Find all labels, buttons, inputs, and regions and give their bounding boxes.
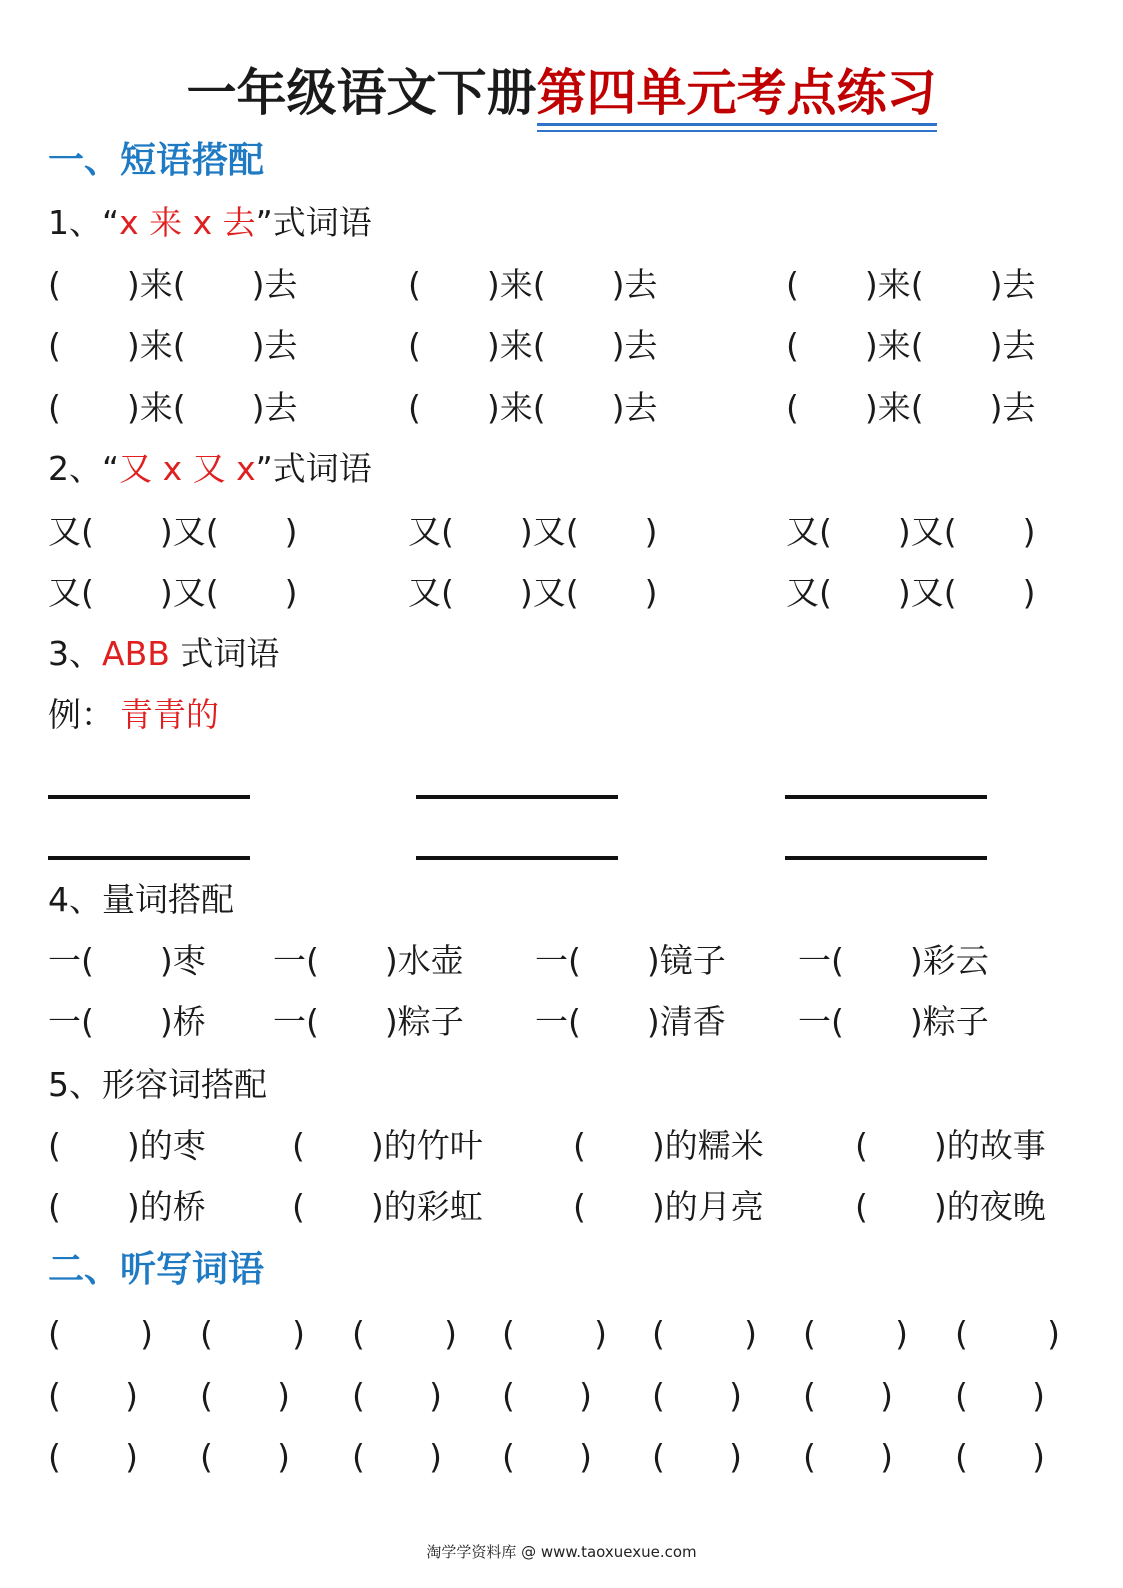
q2-blank-item[interactable]: 又( )又( ): [786, 573, 1036, 612]
paren-close: ): [444, 1314, 457, 1353]
dictation-blank[interactable]: [352, 1437, 442, 1476]
dictation-blank[interactable]: [955, 1437, 1045, 1476]
q5-blank-item[interactable]: ( )的夜晚: [855, 1187, 1046, 1226]
paren-open: (: [652, 1314, 665, 1353]
paren-close: ): [1032, 1437, 1045, 1476]
paren-open: (: [803, 1437, 816, 1476]
title-red-text: 第四单元考点练习: [536, 64, 937, 122]
paren-close: ): [744, 1314, 757, 1353]
paren-close: ): [880, 1437, 893, 1476]
q1-blank-item[interactable]: ( )来( )去: [408, 265, 658, 304]
q4-blank-item[interactable]: 一( )粽子: [273, 1002, 464, 1041]
paren-close: ): [429, 1376, 442, 1415]
paren-open: (: [652, 1376, 665, 1415]
dictation-blank[interactable]: [652, 1376, 742, 1415]
q5-blank-item[interactable]: ( )的枣: [48, 1126, 206, 1165]
paren-open: (: [200, 1314, 213, 1353]
q2-blank-item[interactable]: 又( )又( ): [48, 512, 298, 551]
paren-close: ): [429, 1437, 442, 1476]
paren-open: (: [502, 1437, 515, 1476]
q5-blank-item[interactable]: ( )的竹叶: [292, 1126, 483, 1165]
q1-pattern: x 来 x 去: [119, 203, 256, 242]
q4-blank-item[interactable]: 一( )枣: [48, 941, 206, 980]
paren-open: (: [955, 1376, 968, 1415]
paren-close: ): [140, 1314, 153, 1353]
dictation-blank[interactable]: [352, 1314, 457, 1353]
dictation-blank[interactable]: [803, 1437, 893, 1476]
q4-blank-item[interactable]: 一( )镜子: [535, 941, 726, 980]
answer-line[interactable]: [785, 795, 987, 799]
q5-blank-item[interactable]: ( )的故事: [855, 1126, 1046, 1165]
q3-pattern: ABB: [102, 634, 170, 673]
q4-blank-item[interactable]: 一( )水壶: [273, 941, 464, 980]
section-1-heading: 一、短语搭配: [48, 140, 265, 181]
paren-close: ): [1032, 1376, 1045, 1415]
paren-open: (: [803, 1376, 816, 1415]
answer-line[interactable]: [416, 795, 618, 799]
dictation-blank[interactable]: [803, 1314, 908, 1353]
paren-close: ): [292, 1314, 305, 1353]
paren-open: (: [352, 1376, 365, 1415]
paren-close: ): [579, 1437, 592, 1476]
paren-open: (: [955, 1314, 968, 1353]
dictation-blank[interactable]: [352, 1376, 442, 1415]
q5-blank-item[interactable]: ( )的彩虹: [292, 1187, 483, 1226]
paren-open: (: [200, 1437, 213, 1476]
page-title: [0, 64, 1123, 122]
q2-blank-item[interactable]: 又( )又( ): [408, 512, 658, 551]
paren-open: (: [352, 1437, 365, 1476]
q4-label: 4、量词搭配: [48, 880, 234, 919]
dictation-blank[interactable]: [502, 1314, 607, 1353]
q4-blank-item[interactable]: 一( )彩云: [798, 941, 989, 980]
title-underline: [537, 123, 937, 126]
q2-blank-item[interactable]: 又( )又( ): [48, 573, 298, 612]
q1-label: [48, 203, 372, 242]
paren-open: (: [200, 1376, 213, 1415]
q3-suffix: 式词语: [169, 634, 280, 673]
paren-close: ): [579, 1376, 592, 1415]
paren-close: ): [277, 1437, 290, 1476]
answer-line[interactable]: [48, 856, 250, 860]
q3-prefix: 3、: [48, 634, 102, 673]
section-2-heading: 二、听写词语: [48, 1249, 265, 1290]
answer-line[interactable]: [785, 856, 987, 860]
paren-close: ): [277, 1376, 290, 1415]
q2-suffix: ”式词语: [255, 449, 372, 488]
paren-close: ): [594, 1314, 607, 1353]
paren-open: (: [48, 1437, 61, 1476]
footer-watermark: 淘学学资料库 @ www.taoxuexue.com: [426, 1543, 697, 1561]
q3-label: [48, 634, 280, 673]
paren-close: ): [729, 1437, 742, 1476]
dictation-blank[interactable]: [200, 1437, 290, 1476]
dictation-blank[interactable]: [502, 1437, 592, 1476]
q1-blank-item[interactable]: ( )来( )去: [48, 388, 298, 427]
q1-blank-item[interactable]: ( )来( )去: [786, 326, 1036, 365]
dictation-blank[interactable]: [502, 1376, 592, 1415]
dictation-blank[interactable]: [955, 1314, 1060, 1353]
paren-close: ): [880, 1376, 893, 1415]
dictation-blank[interactable]: [803, 1376, 893, 1415]
dictation-blank[interactable]: [200, 1376, 290, 1415]
paren-close: ): [125, 1376, 138, 1415]
dictation-blank[interactable]: [652, 1314, 757, 1353]
dictation-blank[interactable]: [652, 1437, 742, 1476]
q2-prefix: 2、“: [48, 449, 120, 488]
q2-blank-item[interactable]: 又( )又( ): [408, 573, 658, 612]
paren-open: (: [352, 1314, 365, 1353]
q1-blank-item[interactable]: ( )来( )去: [786, 388, 1036, 427]
q5-label: 5、形容词搭配: [48, 1065, 267, 1104]
q1-blank-item[interactable]: ( )来( )去: [408, 388, 658, 427]
q5-blank-item[interactable]: ( )的糯米: [573, 1126, 764, 1165]
dictation-blank[interactable]: [48, 1376, 138, 1415]
q1-blank-item[interactable]: ( )来( )去: [408, 326, 658, 365]
q4-blank-item[interactable]: 一( )清香: [535, 1002, 726, 1041]
q3-example: [48, 695, 219, 734]
q1-blank-item[interactable]: ( )来( )去: [786, 265, 1036, 304]
q3-example-value: 青青的: [120, 695, 219, 734]
dictation-blank[interactable]: [200, 1314, 305, 1353]
q1-suffix: ”式词语: [255, 203, 372, 242]
paren-open: (: [48, 1314, 61, 1353]
q2-pattern: 又 x 又 x: [119, 449, 256, 488]
paren-close: ): [895, 1314, 908, 1353]
q2-blank-item[interactable]: 又( )又( ): [786, 512, 1036, 551]
q2-label: [48, 449, 372, 488]
dictation-blank[interactable]: [48, 1314, 153, 1353]
q5-blank-item[interactable]: ( )的桥: [48, 1187, 206, 1226]
q1-prefix: 1、“: [48, 203, 120, 242]
title-underline-2: [537, 130, 937, 132]
paren-close: ): [729, 1376, 742, 1415]
title-red: [536, 64, 937, 122]
q5-blank-item[interactable]: ( )的月亮: [573, 1187, 764, 1226]
paren-open: (: [502, 1376, 515, 1415]
paren-open: (: [955, 1437, 968, 1476]
dictation-blank[interactable]: [955, 1376, 1045, 1415]
paren-open: (: [652, 1437, 665, 1476]
dictation-blank[interactable]: [48, 1437, 138, 1476]
q1-blank-item[interactable]: ( )来( )去: [48, 326, 298, 365]
q4-blank-item[interactable]: 一( )粽子: [798, 1002, 989, 1041]
title-black: 一年级语文下册: [186, 64, 537, 122]
answer-line[interactable]: [416, 856, 618, 860]
paren-close: ): [1047, 1314, 1060, 1353]
q4-blank-item[interactable]: 一( )桥: [48, 1002, 206, 1041]
q1-blank-item[interactable]: ( )来( )去: [48, 265, 298, 304]
paren-close: ): [125, 1437, 138, 1476]
paren-open: (: [803, 1314, 816, 1353]
answer-line[interactable]: [48, 795, 250, 799]
paren-open: (: [48, 1376, 61, 1415]
paren-open: (: [502, 1314, 515, 1353]
q3-example-label: 例：: [48, 695, 114, 734]
